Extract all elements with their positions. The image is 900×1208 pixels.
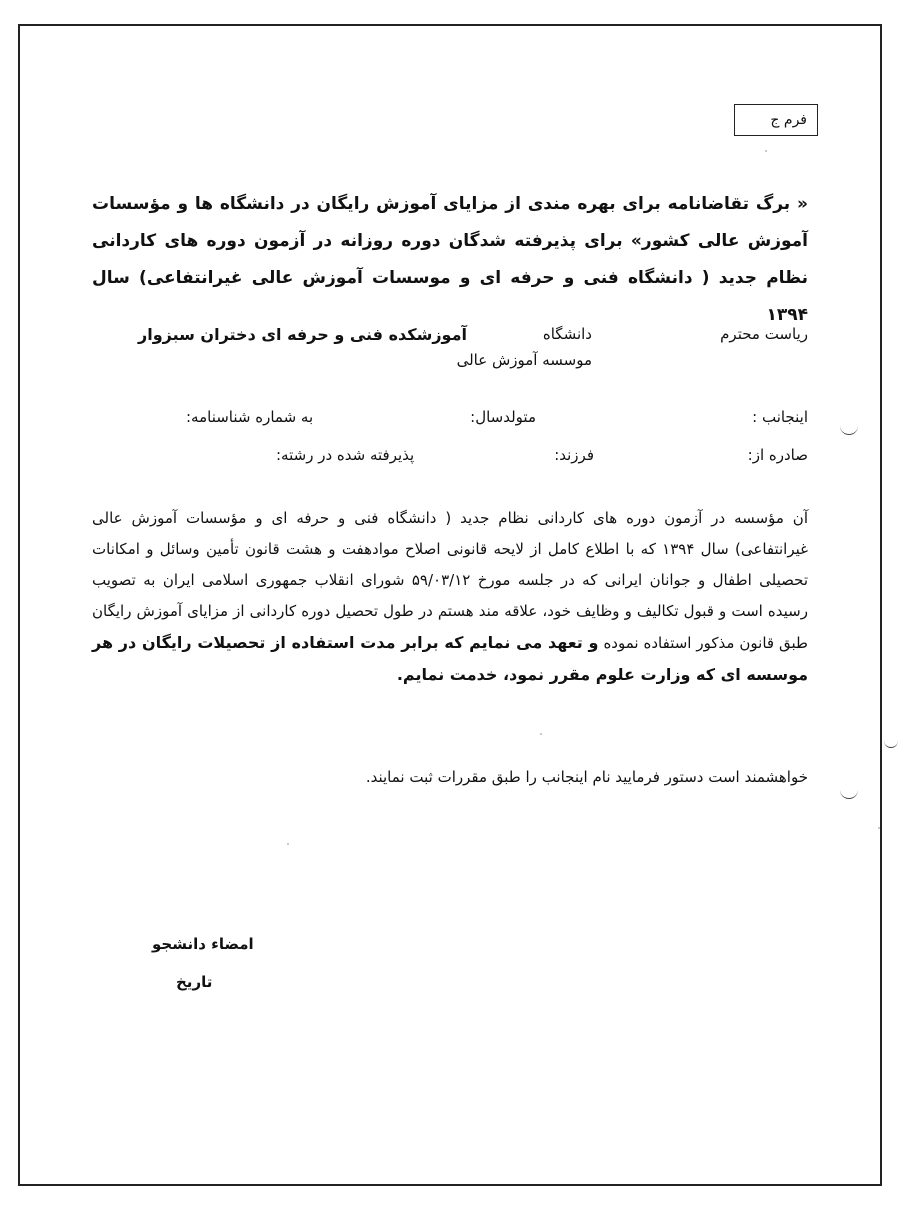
scan-dot [540, 733, 542, 735]
commitment-paragraph [92, 503, 808, 691]
university-label: دانشگاه [542, 325, 592, 343]
scan-dot [765, 150, 767, 152]
commitment-emphasis: و تعهد می نمایم که برابر مدت استفاده از تحصیلات رایگان در هر موسسه ای که وزارت علوم مقرر نمود، خدمت نمایم. [92, 633, 808, 684]
document-title: « برگ تقاضانامه برای بهره مندی از مزایای آموزش رایگان در دانشگاه ها و مؤسسات آموزش عالی کشور» برای پذیرفته شدگان دوره روزانه در آزمون دوره های کاردانی نظام جدید ( دانشگاه فنی و حرفه ای و موسسات آموزش عالی غیرانتفاعی) سال ۱۳۹۴ [92, 194, 808, 325]
birth-year-label: متولدسال: [470, 408, 536, 426]
scan-dot [287, 843, 289, 845]
date-label: تاریخ [176, 973, 213, 991]
scan-dot [878, 827, 880, 829]
form-code-box: فرم ج [734, 104, 818, 136]
institute-label: موسسه آموزش عالی [456, 351, 592, 369]
applicant-label: اینجانب : [752, 408, 808, 426]
child-of-label: فرزند: [554, 446, 594, 464]
registration-request: خواهشمند است دستور فرمایید نام اینجانب را طبق مقررات ثبت نمایند. [365, 768, 808, 786]
salutation: ریاست محترم [720, 325, 808, 343]
issued-from-label: صادره از: [747, 446, 808, 464]
commitment-text: آن مؤسسه در آزمون دوره های کاردانی نظام جدید ( دانشگاه فنی و حرفه ای و مؤسسات آموزش عالی غیرانتفاعی) سال ۱۳۹۴ که با اطلاع کامل از لایحه قانونی اصلاح موادهفت و هشت قانون تأمین وسائل و امکانات تحصیلی اطفال و جوانان ایرانی که در جلسه مورخ ۵۹/۰۳/۱۲ شورای انقلاب جمهوری اسلامی ایران به تصویب رسیده است و قبول تکالیف و وظایف خود، علاقه مند هستم در طول تحصیل دوره کاردانی از مزایای آموزش رایگان طبق قانون مذکور استفاده نموده [92, 509, 808, 652]
accepted-field-label: پذیرفته شده در رشته: [276, 446, 415, 464]
id-number-label: به شماره شناسنامه: [186, 408, 314, 426]
institution-name: آموزشکده فنی و حرفه ای دختران سبزوار [138, 325, 467, 344]
scan-mark [884, 735, 898, 748]
student-signature-label: امضاء دانشجو [152, 935, 254, 953]
